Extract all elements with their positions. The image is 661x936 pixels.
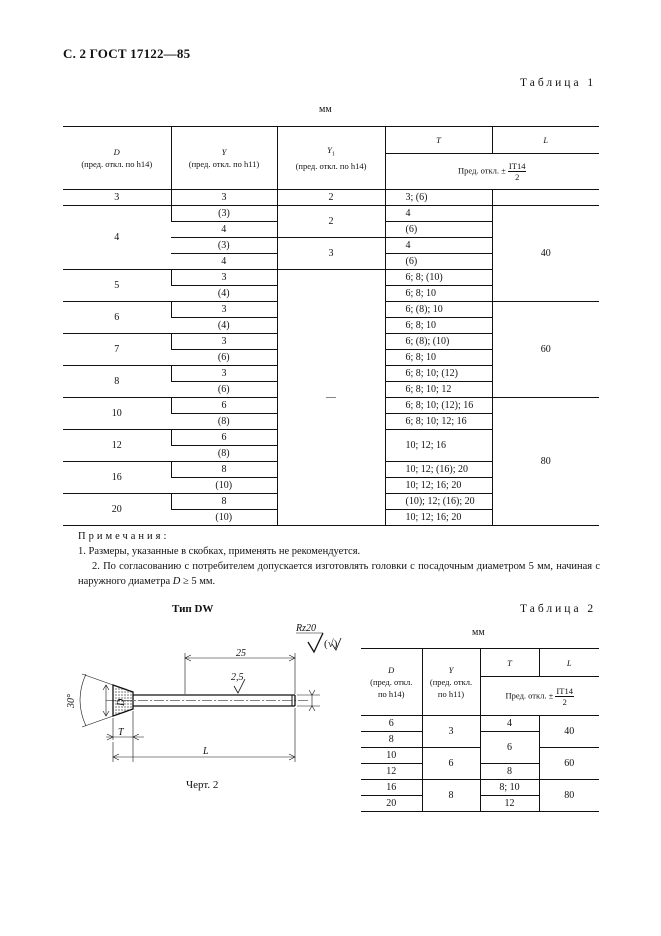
t1-t-cell: 10; 12; (16); 20 bbox=[385, 462, 492, 478]
t1-y-cell: 6 bbox=[171, 398, 277, 414]
table1-header-d bbox=[63, 127, 171, 190]
t1-y-cell: 3 bbox=[171, 302, 277, 318]
table1-header-l: L bbox=[492, 127, 599, 154]
figure-type-label: Тип DW bbox=[172, 603, 214, 615]
y-symbol: Y bbox=[221, 147, 227, 157]
table2-header-t: T bbox=[480, 649, 539, 677]
t2-d-cell: 8 bbox=[361, 732, 422, 748]
t2-tolerance-fraction bbox=[555, 686, 574, 707]
t1-t-cell: 6; 8; 10; (12) bbox=[385, 366, 492, 382]
t2-d-cell: 10 bbox=[361, 748, 422, 764]
d-extension-bottom bbox=[82, 716, 113, 727]
table1 bbox=[63, 126, 599, 526]
angle-label: 30° bbox=[66, 694, 77, 708]
t1-y-cell: (6) bbox=[171, 382, 277, 398]
t1-t-cell: 10; 12; 16; 20 bbox=[385, 478, 492, 494]
tolerance-prefix: Пред. откл. ± bbox=[458, 165, 506, 176]
t1-d-cell: 20 bbox=[63, 494, 171, 526]
note-1: 1. Размеры, указанные в скобках, применять не рекомендуется. bbox=[78, 546, 361, 557]
note-2-d-symbol: D bbox=[172, 576, 181, 587]
t2-l-cell: 40 bbox=[539, 716, 599, 748]
table1-tolerance-cell bbox=[385, 154, 599, 190]
t1-d-cell: 5 bbox=[63, 270, 171, 302]
t1-d-cell: 12 bbox=[63, 430, 171, 462]
table2-tolerance-cell bbox=[480, 677, 599, 716]
t1-t-cell: 6; 8; 10; (12); 16 bbox=[385, 398, 492, 414]
table2-caption: Таблица 2 bbox=[520, 603, 597, 615]
t1-d-cell: 8 bbox=[63, 366, 171, 398]
t1-y-cell: (3) bbox=[171, 238, 277, 254]
t1-d-cell: 6 bbox=[63, 302, 171, 334]
t1-y-cell: 4 bbox=[171, 222, 277, 238]
tool-drawing bbox=[58, 622, 354, 772]
t1-y-cell: (8) bbox=[171, 446, 277, 462]
tolerance-denominator: 2 bbox=[515, 172, 520, 182]
y1-subscript: 1 bbox=[331, 151, 335, 158]
t2-t-cell: 6 bbox=[480, 732, 539, 764]
table1-unit: мм bbox=[319, 104, 332, 115]
dim-d-label: D bbox=[116, 698, 127, 706]
dim-l-label: L bbox=[203, 746, 209, 757]
table1-header-t: T bbox=[385, 127, 492, 154]
t1-t-cell: 6; 8; 10 bbox=[385, 318, 492, 334]
t1-d-cell: 3 bbox=[63, 190, 171, 206]
angle-arc bbox=[80, 674, 86, 726]
t2-t-cell: 8 bbox=[480, 764, 539, 780]
t1-t-cell: 6; (8); (10) bbox=[385, 334, 492, 350]
t1-y1-dash-cell: — bbox=[277, 270, 385, 526]
t2-d-cell: 12 bbox=[361, 764, 422, 780]
d-extension-top bbox=[82, 674, 113, 685]
t2-d-cell: 16 bbox=[361, 780, 422, 796]
t1-d-cell: 4 bbox=[63, 206, 171, 270]
t2-d-note-2: по h14) bbox=[377, 689, 405, 699]
t2-tolerance-denominator: 2 bbox=[562, 696, 567, 707]
t1-t-cell: 6; 8; 10 bbox=[385, 350, 492, 366]
t1-y1-cell: 3 bbox=[277, 238, 385, 270]
t1-y-cell: 3 bbox=[171, 334, 277, 350]
t1-d-cell: 10 bbox=[63, 398, 171, 430]
tolerance-numerator: IT14 bbox=[508, 161, 526, 171]
t1-y-cell: 6 bbox=[171, 430, 277, 446]
tolerance-fraction bbox=[508, 161, 527, 182]
t1-t-cell: 6; 8; 10; 12; 16 bbox=[385, 414, 492, 430]
t1-l-cell: 40 bbox=[492, 206, 599, 302]
t1-y-cell: (4) bbox=[171, 318, 277, 334]
t2-t-cell: 4 bbox=[480, 716, 539, 732]
d-tolerance-note: (пред. откл. по h14) bbox=[81, 159, 153, 169]
rz-label: Rz20 bbox=[296, 623, 316, 634]
table1-header-y1 bbox=[277, 127, 385, 190]
note-2-text: 2. По согласованию с потребителем допускается изготовлять головки с посадочным диаметром 5 мм, начиная с наружного диаметра bbox=[78, 561, 600, 587]
t2-d-symbol: D bbox=[388, 665, 395, 675]
note-2-tail: ≥ 5 мм. bbox=[180, 576, 216, 587]
dim2-5-label: 2,5 bbox=[231, 672, 244, 683]
t2-t-cell: 8; 10 bbox=[480, 780, 539, 796]
dim25-label: 25 bbox=[236, 648, 246, 659]
t2-y-cell: 6 bbox=[422, 748, 480, 780]
t1-y-cell: 3 bbox=[171, 190, 277, 206]
notes bbox=[78, 529, 600, 589]
t1-l-cell bbox=[492, 190, 599, 206]
t1-y-cell: 3 bbox=[171, 270, 277, 286]
t1-l-cell: 80 bbox=[492, 398, 599, 526]
t2-y-note-2: по h11) bbox=[437, 689, 465, 699]
note-2 bbox=[64, 559, 600, 589]
t2-y-symbol: Y bbox=[448, 665, 454, 675]
t1-t-cell: 6; 8; 10; 12 bbox=[385, 382, 492, 398]
t1-y-cell: (3) bbox=[171, 206, 277, 222]
t2-d-note-1: (пред. откл. bbox=[370, 677, 413, 687]
table2-header-y bbox=[422, 649, 480, 716]
t2-y-cell: 3 bbox=[422, 716, 480, 748]
t2-l-cell: 60 bbox=[539, 748, 599, 780]
dim-t-label: T bbox=[118, 727, 124, 738]
t1-y-cell: (6) bbox=[171, 350, 277, 366]
table2-header-d bbox=[361, 649, 422, 716]
t1-t-cell: 10; 12; 16 bbox=[385, 430, 492, 462]
t1-t-cell: 6; 8; (10) bbox=[385, 270, 492, 286]
t1-t-cell: (10); 12; (16); 20 bbox=[385, 494, 492, 510]
y1-tolerance-note: (пред. откл. по h14) bbox=[295, 161, 367, 172]
t1-t-cell: 6; 8; 10 bbox=[385, 286, 492, 302]
t2-d-cell: 20 bbox=[361, 796, 422, 812]
t2-t-cell: 12 bbox=[480, 796, 539, 812]
y1-symbol: Y bbox=[327, 144, 332, 155]
t1-y1-cell: 2 bbox=[277, 206, 385, 238]
table1-header-y bbox=[171, 127, 277, 190]
t1-t-cell: (6) bbox=[385, 222, 492, 238]
t1-y-cell: 8 bbox=[171, 494, 277, 510]
t2-d-cell: 6 bbox=[361, 716, 422, 732]
y-tolerance-note: (пред. откл. по h11) bbox=[188, 159, 260, 169]
t2-tolerance-prefix: Пред. откл. ± bbox=[505, 690, 554, 701]
table2-unit: мм bbox=[472, 627, 485, 638]
t1-y-cell: (4) bbox=[171, 286, 277, 302]
t1-t-cell: 6; (8); 10 bbox=[385, 302, 492, 318]
t2-y-cell: 8 bbox=[422, 780, 480, 812]
t1-y-cell: 3 bbox=[171, 366, 277, 382]
check-label: (√) bbox=[324, 638, 338, 650]
figure-caption: Черт. 2 bbox=[186, 779, 219, 791]
t1-t-cell: 4 bbox=[385, 238, 492, 254]
t1-d-cell: 7 bbox=[63, 334, 171, 366]
t2-l-cell: 80 bbox=[539, 780, 599, 812]
t1-l-cell: 60 bbox=[492, 302, 599, 398]
t1-y1-cell: 2 bbox=[277, 190, 385, 206]
t1-y-cell: (8) bbox=[171, 414, 277, 430]
rz-roughness-mark bbox=[308, 633, 323, 652]
d-symbol: D bbox=[113, 147, 120, 157]
t1-t-cell: 3; (6) bbox=[385, 190, 492, 206]
t1-t-cell: (6) bbox=[385, 254, 492, 270]
t1-y-cell: (10) bbox=[171, 510, 277, 526]
t1-y-cell: (10) bbox=[171, 478, 277, 494]
t1-d-cell: 16 bbox=[63, 462, 171, 494]
table2 bbox=[361, 648, 599, 812]
table2-header-l: L bbox=[539, 649, 599, 677]
t2-tolerance-numerator: IT14 bbox=[556, 685, 573, 696]
t2-y-note-1: (пред. откл. bbox=[429, 677, 473, 687]
page-header: С. 2 ГОСТ 17122—85 bbox=[63, 46, 191, 61]
table1-caption: Таблица 1 bbox=[520, 77, 597, 89]
t1-y-cell: 8 bbox=[171, 462, 277, 478]
t1-t-cell: 4 bbox=[385, 206, 492, 222]
t1-t-cell: 10; 12; 16; 20 bbox=[385, 510, 492, 526]
t1-y-cell: 4 bbox=[171, 254, 277, 270]
notes-title: Примечания: bbox=[78, 531, 170, 542]
